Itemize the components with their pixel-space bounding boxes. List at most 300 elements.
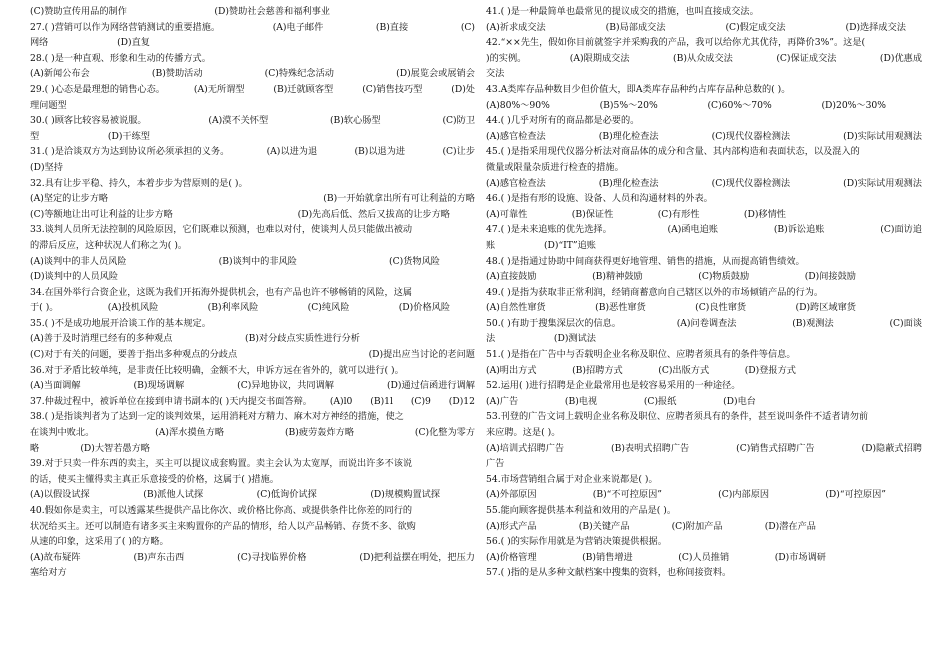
text-line — [30, 176, 475, 192]
option-text: (B)电视 — [564, 395, 598, 407]
gap — [537, 519, 579, 535]
gap — [108, 191, 323, 207]
option-text: (D)间接鼓励 — [804, 271, 856, 283]
question-text: 33.谈判人员所无法控制的风险原因，它们既难以预测，也难以对付，使谈判人员只能做出被动 — [30, 224, 413, 236]
gap — [749, 269, 805, 285]
option-text: (B)恶性窜货 — [595, 302, 646, 314]
gap — [546, 20, 606, 36]
option-text: (C)面访追 — [880, 224, 923, 236]
option-text: (A)无所谓型 — [193, 83, 245, 95]
option-text: (C)现代仪器检测法 — [711, 130, 791, 142]
text-line — [486, 269, 856, 285]
option-text: (C)保证成交法 — [776, 52, 837, 64]
option-text: (C)特殊纪念活动 — [264, 68, 334, 80]
question-text: 48.( )是指通过协助中间商获得更好地管理、销售的措施，从而提高销售绩效。 — [486, 255, 805, 267]
gap — [689, 441, 736, 457]
gap — [158, 300, 207, 316]
text-line — [486, 176, 922, 192]
gap — [564, 441, 611, 457]
option-text: (B)一开始就拿出所有可让利益的方略 — [323, 193, 475, 205]
gap — [172, 331, 245, 347]
question-text: (A)坚定的让步方略 — [30, 193, 109, 205]
option-text: (C)报纸 — [643, 395, 677, 407]
text-line — [30, 160, 90, 176]
option-text: (D)提出应当讨论的老问题 — [368, 349, 475, 361]
gap — [495, 331, 554, 347]
option-text: (B)直接 — [375, 21, 409, 33]
gap — [546, 176, 599, 192]
text-line — [486, 487, 886, 503]
option-text: (D)直复 — [117, 37, 150, 49]
text-line — [30, 35, 150, 51]
option-text: (C)纯风险 — [307, 302, 350, 314]
gap — [836, 51, 879, 67]
option-text: (C) — [460, 21, 476, 33]
option-text: (D)移情性 — [743, 208, 786, 220]
option-text: (A)投机风险 — [107, 302, 159, 314]
question-text: 56.( )的实际作用就是为营销决策提供根据。 — [486, 536, 667, 548]
text-line — [486, 160, 922, 176]
text-line — [486, 394, 756, 410]
question-text: (C)等额地让出可让利益的让步方略 — [30, 208, 173, 220]
text-line — [486, 254, 922, 270]
gap — [81, 378, 134, 394]
text-line — [30, 378, 475, 394]
option-text: (D)价格风险 — [398, 302, 451, 314]
option-text: (C)内部原因 — [718, 489, 770, 501]
question-text: 54.市场营销组合属于对企业来说都是( )。 — [486, 473, 658, 485]
gap — [733, 51, 776, 67]
option-text: (B)表明式招聘广告 — [611, 442, 690, 454]
option-text: (B)软心肠型 — [329, 115, 381, 127]
question-text: (A)谈判中的非人员风险 — [30, 255, 127, 267]
text-line — [30, 441, 150, 457]
option-text: (C)60%～70% — [707, 99, 772, 111]
question-text: 理问题型 — [30, 99, 67, 111]
question-text: 31.( )是洽谈双方为达到协议所必须承担的义务。 — [30, 146, 230, 158]
option-text: (B)关键产品 — [578, 520, 630, 532]
question-text: 法 — [486, 333, 496, 345]
gap — [612, 222, 668, 238]
question-text: 的话，使买主懂得卖主真正乐意接受的价格，这属于( )措施。 — [30, 473, 279, 485]
gap — [659, 176, 712, 192]
text-line — [30, 66, 475, 82]
text-line — [30, 347, 475, 363]
gap — [772, 98, 822, 114]
gap — [659, 129, 712, 145]
text-line — [30, 20, 475, 36]
text-line — [486, 534, 922, 550]
text-line — [30, 51, 475, 67]
text-line — [486, 300, 856, 316]
question-text: (A)可靠性 — [486, 208, 528, 220]
question-text: 37.仲裁过程中，被诉单位在接到申请书副本的( )天内提交书面答辩。 — [30, 395, 312, 407]
gap — [537, 487, 593, 503]
gap — [58, 300, 107, 316]
option-text: (A)l0 — [329, 395, 353, 407]
question-text: 53.刊登的广告文词上载明企业名称及职位、应聘者须具有的条件，甚至说叫条件不适者请勿前 — [486, 411, 869, 423]
option-text: (B)“不可控原因” — [592, 489, 662, 501]
gap — [203, 487, 257, 503]
question-text: (C)赞助宣传用品的制作 — [30, 6, 127, 17]
text-line — [486, 285, 922, 301]
gap — [527, 207, 571, 223]
question-text: (A)感官检查法 — [486, 130, 546, 142]
option-text: (D)把利益摆在明处，把压力 — [359, 551, 475, 563]
gap — [786, 20, 846, 36]
question-text: 45.( )是指采用现代仪器分析法对商品体的成分和含量、其内部构造和表面状态，以及混入的 — [486, 146, 860, 158]
option-text: (B)声东击西 — [133, 551, 185, 563]
question-text: 广告 — [486, 458, 505, 470]
option-text: (C)出版方式 — [658, 364, 710, 376]
gap — [718, 222, 774, 238]
option-text: (B)赞助活动 — [151, 68, 203, 80]
option-text: (D)隐蔽式招聘 — [861, 442, 922, 454]
text-line — [30, 238, 475, 254]
option-text: (C)假定成交法 — [725, 21, 786, 33]
gap — [623, 363, 659, 379]
gap — [312, 394, 330, 410]
option-text: (D)展览会或展销会 — [396, 68, 475, 80]
option-text: (C)低询价试探 — [256, 489, 317, 501]
text-line — [486, 113, 922, 129]
gap — [268, 113, 330, 129]
question-text: (D)坚持 — [30, 161, 63, 173]
option-text: (C)人员推销 — [678, 551, 730, 563]
text-line — [486, 51, 922, 67]
gap — [699, 207, 743, 223]
question-text: (C)对于有关的问题，要善于指出多种观点的分歧点 — [30, 349, 238, 361]
text-line — [486, 441, 922, 457]
text-line — [30, 331, 360, 347]
gap — [333, 82, 362, 98]
gap — [405, 144, 442, 160]
question-text: (A)祈求成交法 — [486, 21, 546, 33]
question-text: 略 — [30, 442, 40, 454]
gap — [643, 269, 699, 285]
question-text: (A)80%～90% — [486, 99, 550, 111]
question-text: (A)故布疑阵 — [30, 551, 81, 563]
option-text: (D)“可控原因” — [825, 489, 886, 501]
option-text: (C)有形性 — [657, 208, 700, 220]
gap — [39, 441, 80, 457]
option-text: (B)精神鼓励 — [592, 271, 643, 283]
text-line — [486, 98, 886, 114]
text-line — [30, 113, 475, 129]
gap — [203, 66, 265, 82]
option-text: (B)以退为进 — [354, 146, 406, 158]
option-text: (C)9 — [410, 395, 431, 407]
option-text: (D)选择成交法 — [845, 21, 906, 33]
question-text: 35.( )不是成功地展开洽谈工作的基本规定。 — [30, 317, 211, 329]
gap — [550, 98, 600, 114]
question-text: 38.( )是指谈判者为了达到一定的谈判效果，运用消耗对方精力、麻木对方神经的措施，使之 — [30, 411, 404, 423]
gap — [334, 66, 396, 82]
option-text: (D)测试法 — [553, 333, 596, 345]
option-text: (C)面谈 — [889, 317, 923, 329]
gap — [629, 519, 671, 535]
text-line — [30, 472, 475, 488]
text-line — [486, 144, 922, 160]
gap — [633, 550, 679, 566]
option-text: (C)良性窜货 — [695, 302, 747, 314]
option-text: (B)从众成交法 — [673, 52, 733, 64]
question-text: (A)广告 — [486, 395, 519, 407]
option-text: (D)20%～30% — [821, 99, 887, 111]
question-text: 29.( )心态是最理想的销售心态。 — [30, 83, 165, 95]
question-text: 44.( )几乎对所有的商品都是必要的。 — [486, 115, 640, 127]
gap — [546, 300, 595, 316]
question-text: )的实例。 — [486, 52, 527, 64]
gap — [736, 316, 792, 332]
question-text: 42.“××先生，假如你目前就签字并采购我的产品，我可以给你尤其优待，再降价3%”。这是( — [486, 37, 866, 49]
option-text: (D)赞助社会慈善和福利事业 — [214, 6, 330, 17]
option-text: (A)函电追账 — [667, 224, 719, 236]
option-text: (A)以进为退 — [266, 146, 318, 158]
gap — [537, 550, 583, 566]
text-line — [486, 82, 922, 98]
question-text: 28.( )是一种直观、形象和生动的传播方式。 — [30, 52, 211, 64]
question-text: 从速的印象，这采用了( )的方略。 — [30, 536, 169, 548]
option-text: (D)大智若愚方略 — [80, 442, 150, 454]
text-line — [30, 487, 440, 503]
option-text: (D)电台 — [723, 395, 756, 407]
text-line — [30, 363, 475, 379]
text-line — [30, 285, 475, 301]
text-line — [486, 207, 786, 223]
gap — [630, 51, 673, 67]
gap — [676, 394, 723, 410]
option-text: (B)诉讼追账 — [773, 224, 825, 236]
gap — [127, 254, 219, 270]
option-text: (D)实际试用观测法 — [843, 177, 922, 189]
gap — [658, 98, 708, 114]
option-text: (B)保证性 — [571, 208, 614, 220]
question-text: (A)明出方式 — [486, 364, 537, 376]
option-text: (A)电子邮件 — [272, 21, 324, 33]
gap — [646, 300, 695, 316]
question-text: 51.( )是指在广告中与否载明企业名称及职位、应聘者须具有的条件等信息。 — [486, 349, 796, 361]
right-question-column — [486, 4, 922, 581]
gap — [173, 207, 298, 223]
option-text: (C)防卫 — [442, 115, 476, 127]
question-text: 账 — [486, 239, 496, 251]
gap — [354, 425, 415, 441]
text-line — [486, 409, 922, 425]
option-text: (B)迁就顾客型 — [273, 83, 334, 95]
question-text: 于( )。 — [30, 302, 59, 314]
question-text: 34.在国外举行合资企业，这既为我们开拓海外提供机会，也有产品也许不够畅销的风险，这属 — [30, 286, 413, 298]
option-text: (B)5%～20% — [599, 99, 658, 111]
question-text: (A)善于及时消理已经有的多种观点 — [30, 333, 173, 345]
text-line — [486, 66, 922, 82]
question-text: 微量或限量杂质进行检查的措施。 — [486, 161, 624, 173]
question-text: 36.对于矛盾比较单纯，是非责任比较明确，金额不大，申诉方远在省外的，就可以进行( )。 — [30, 364, 404, 376]
option-text: (C)让步 — [442, 146, 476, 158]
gap — [323, 20, 376, 36]
text-line — [486, 129, 922, 145]
option-text: (D)先高后低、然后又拔高的让步方略 — [297, 208, 450, 220]
question-text: (A)以假设试探 — [30, 489, 90, 501]
text-line — [486, 331, 596, 347]
option-text: (D)优惠成 — [879, 52, 923, 64]
option-text: (C)物质鼓励 — [698, 271, 750, 283]
option-text: (D)12 — [448, 395, 475, 407]
question-text: 在谈判中败北。 — [30, 427, 95, 439]
option-text: (C)附加产品 — [671, 520, 723, 532]
gap — [526, 51, 569, 67]
option-text: (C)货物风险 — [389, 255, 440, 267]
option-text: (C)现代仪器检测法 — [711, 177, 791, 189]
text-line — [486, 456, 922, 472]
gap — [317, 144, 354, 160]
option-text: (B)1l — [370, 395, 393, 407]
gap — [184, 550, 237, 566]
text-line — [30, 269, 119, 285]
text-line — [486, 425, 922, 441]
text-line — [30, 565, 90, 581]
text-line — [486, 550, 826, 566]
option-text: (A)限期成交法 — [569, 52, 630, 64]
question-text: 状况给买主。还可以制造有诸多买主来购置你的产品的情形，给人以产品畅销、存货不多、欲购 — [30, 520, 416, 532]
gap — [746, 300, 795, 316]
gap — [729, 550, 775, 566]
gap — [666, 20, 726, 36]
question-text: (A)当面调解 — [30, 380, 81, 392]
text-line — [30, 456, 475, 472]
option-text: (B)现场调解 — [133, 380, 185, 392]
text-line — [30, 254, 440, 270]
gap — [94, 425, 155, 441]
text-line — [486, 191, 922, 207]
text-line — [30, 519, 475, 535]
gap — [90, 487, 144, 503]
gap — [317, 487, 371, 503]
question-text: 43.A类库存品种数目少但价值大，即A类库存品种约占库存品种总数的( )。 — [486, 83, 791, 95]
gap — [790, 176, 843, 192]
option-text: (D)跨区域窜货 — [795, 302, 856, 314]
gap — [229, 144, 266, 160]
gap — [422, 82, 451, 98]
gap — [306, 550, 359, 566]
gap — [224, 425, 285, 441]
option-text: (B)派他人试探 — [143, 489, 204, 501]
text-line — [30, 222, 475, 238]
question-text: 55.能向顾客提供基本利益和效用的产品是( )。 — [486, 505, 677, 516]
gap — [621, 316, 677, 332]
text-line — [30, 191, 475, 207]
option-text: (B)招聘方式 — [572, 364, 623, 376]
question-text: 47.( )是未来追账的优先选择。 — [486, 224, 612, 236]
question-text: 32.具有让步平稳、持久，本着步步为营原则的是( )。 — [30, 177, 248, 189]
question-text: 41.( )是一种最简单也最常见的提议成交的措施，也叫直接成交法。 — [486, 6, 759, 17]
gap — [334, 378, 387, 394]
question-text: 50.( )有助于搜集深层次的信息。 — [486, 317, 621, 329]
option-text: (C)销售技巧型 — [362, 83, 423, 95]
text-line — [486, 316, 922, 332]
question-text: 塞给对方 — [30, 567, 67, 579]
gap — [81, 550, 134, 566]
question-text: 网络 — [30, 37, 49, 49]
question-text: 52.运用( )进行招聘是企业最常用也是较容易采用的一种途径。 — [486, 380, 741, 392]
question-text: (A)价格管理 — [486, 551, 537, 563]
text-line — [30, 144, 475, 160]
option-text: (D)通过信函进行调解 — [386, 380, 475, 392]
text-line — [486, 347, 922, 363]
option-text: (D)规模购置试探 — [370, 489, 441, 501]
gap — [769, 487, 825, 503]
option-text: (C)化整为零方 — [414, 427, 476, 439]
text-line — [486, 4, 922, 20]
gap — [147, 113, 209, 129]
option-text: (B)谈判中的非风险 — [218, 255, 297, 267]
question-text: 39.对于只卖一件东西的卖主，买主可以提议成套购置。卖主会认为太宽厚，而说出许多不该说 — [30, 458, 413, 470]
option-text: (C)销售式招聘广告 — [736, 442, 815, 454]
text-line — [486, 238, 596, 254]
question-text: (A)感官检查法 — [486, 177, 546, 189]
text-line — [486, 35, 922, 51]
gap — [709, 363, 745, 379]
gap — [48, 35, 117, 51]
gap — [597, 394, 644, 410]
text-line — [30, 409, 475, 425]
gap — [834, 316, 890, 332]
gap — [39, 129, 108, 145]
text-line — [486, 519, 816, 535]
gap — [297, 254, 389, 270]
option-text: (B)观测法 — [792, 317, 834, 329]
question-text: (A)外部原因 — [486, 489, 537, 501]
question-text: 的滞后反应，这种状况人们称之为( )。 — [30, 239, 188, 251]
gap — [127, 4, 215, 20]
text-line — [486, 503, 922, 519]
text-line — [486, 378, 922, 394]
option-text: (C)寻找临界价格 — [237, 551, 307, 563]
question-text: 49.( )是指为获取非正常利润，经销商蓄意向自己辖区以外的市场倾销产品的行为。 — [486, 286, 824, 298]
gap — [258, 300, 307, 316]
text-line — [30, 82, 475, 98]
gap — [613, 207, 657, 223]
question-text: (A)形式产品 — [486, 520, 537, 532]
gap — [431, 394, 449, 410]
text-line — [486, 20, 906, 36]
gap — [790, 129, 843, 145]
text-line — [30, 316, 475, 332]
question-text: 57.( )指的是从多种文献档案中搜集的资料，也称间接资料。 — [486, 567, 732, 579]
gap — [537, 363, 573, 379]
gap — [349, 300, 398, 316]
question-text: (A)自然性窜货 — [486, 302, 546, 314]
question-text: 交法 — [486, 68, 505, 80]
option-text: (D)实际试用观测法 — [843, 130, 922, 142]
question-text: 27.( )营销可以作为网络营销测试的重要措施。 — [30, 21, 221, 33]
text-line — [30, 394, 475, 410]
gap — [537, 269, 593, 285]
text-line — [486, 565, 922, 581]
question-text: (D)谈判中的人员风险 — [30, 271, 119, 283]
option-text: (B)销售增进 — [582, 551, 633, 563]
text-line — [486, 222, 922, 238]
gap — [165, 82, 194, 98]
option-text: (D)登报方式 — [744, 364, 796, 376]
gap — [393, 394, 411, 410]
question-text: (A)新闻公布会 — [30, 68, 90, 80]
text-line — [30, 4, 330, 20]
option-text: (B)局部成交法 — [605, 21, 666, 33]
option-text: (B)理化检查法 — [598, 177, 659, 189]
option-text: (B)对分歧点实质性进行分析 — [245, 333, 360, 345]
option-text: (B)利率风险 — [207, 302, 259, 314]
